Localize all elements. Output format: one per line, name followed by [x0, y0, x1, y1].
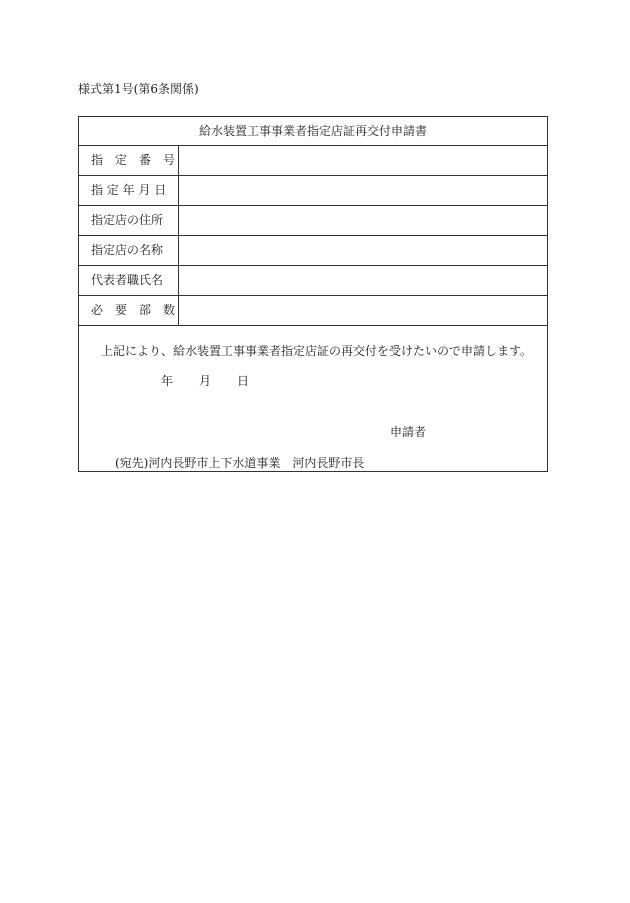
field-row-designation-number — [79, 146, 547, 176]
declaration-statement: 上記により、給水装置工事事業者指定店証の再交付を受けたいので申請します。 — [101, 344, 533, 358]
application-form — [78, 116, 548, 472]
field-row-store-name — [79, 236, 547, 266]
year-label: 年 — [161, 374, 174, 388]
form-title: 給水装置工事事業者指定店証再交付申請書 — [79, 117, 547, 146]
representative-field[interactable] — [179, 266, 547, 295]
field-label: 必 要 部 数 — [79, 296, 179, 325]
applicant-label: 申請者 — [390, 425, 427, 439]
field-label: 代表者職氏名 — [79, 266, 179, 295]
declaration-area — [79, 326, 547, 473]
date-line — [161, 372, 249, 389]
field-label: 指 定 番 号 — [79, 146, 179, 175]
field-row-required-copies — [79, 296, 547, 326]
form-number: 様式第1号(第6条関係) — [78, 82, 199, 96]
store-address-field[interactable] — [179, 206, 547, 235]
store-name-field[interactable] — [179, 236, 547, 265]
field-label: 指定店の名称 — [79, 236, 179, 265]
required-copies-field[interactable] — [179, 296, 547, 325]
day-label: 日 — [237, 374, 250, 388]
field-row-designation-date — [79, 176, 547, 206]
field-row-representative — [79, 266, 547, 296]
addressee: (宛先)河内長野市上下水道事業 河内長野市長 — [115, 456, 365, 470]
field-label: 指 定 年 月 日 — [79, 176, 179, 205]
field-label: 指定店の住所 — [79, 206, 179, 235]
month-label: 月 — [199, 374, 212, 388]
designation-number-field[interactable] — [179, 146, 547, 175]
field-row-store-address — [79, 206, 547, 236]
designation-date-field[interactable] — [179, 176, 547, 205]
